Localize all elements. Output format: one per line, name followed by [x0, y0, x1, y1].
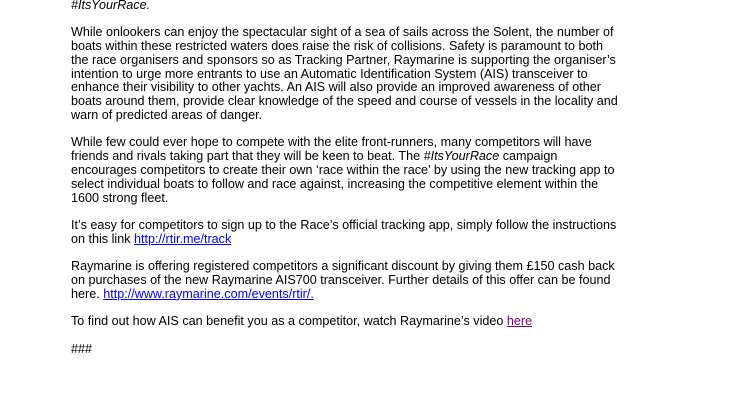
text-line: intention to urge more entrants to use an Automatic Identification System (AIS) transceiver to: [71, 66, 588, 81]
text-line: [71, 0, 703, 13]
text-line: [71, 288, 703, 302]
text-segment: To find out how AIS can benefit you as a competitor, watch Raymarine’s video: [71, 314, 507, 329]
text-line: boats within these restricted waters does raise the risk of collisions. Safety is paramount to both: [71, 38, 603, 53]
paragraph-tracking-app: [71, 219, 703, 247]
text-segment: here.: [71, 286, 104, 301]
paragraph-offer: [71, 260, 703, 301]
offer-details-link[interactable]: http://www.raymarine.com/events/rtir/.: [103, 286, 314, 301]
text-line: enhance their visibility to other yachts. An AIS will also provide an improved awareness of other: [71, 80, 601, 95]
text-line: Raymarine is offering registered competitors a significant discount by giving them £150 cash back: [71, 259, 615, 274]
text-line: boats around them, provide clear knowledge of the speed and course of vessels in the locality and: [71, 94, 618, 109]
paragraph-safety: [71, 26, 703, 123]
text-line: select individual boats to follow and race against, increasing the competitive element within the: [71, 176, 599, 191]
text-line: While onlookers can enjoy the spectacular sight of a sea of sails across the Solent, the number of: [71, 25, 614, 40]
text-line: While few could ever hope to compete with the elite front-runners, many competitors will have: [71, 135, 592, 150]
text-line: encourages competitors to create their own ‘race within the race’ by using the new tracking app to: [71, 162, 615, 177]
text-segment: on this link: [71, 231, 134, 246]
text-segment: campaign: [499, 149, 558, 164]
text-line: on purchases of the new Raymarine AIS700 transceiver. Further details of this offer can be found: [71, 272, 611, 287]
text-line: It’s easy for competitors to sign up to the Race’s official tracking app, simply follow the instructions: [71, 217, 617, 232]
hashtag-text: #ItsYourRace.: [71, 0, 151, 12]
text-line: [71, 233, 703, 247]
text-line: 1600 strong fleet.: [71, 190, 169, 205]
end-marker: ###: [71, 341, 93, 356]
paragraph-competition: [71, 136, 703, 205]
tracking-app-link[interactable]: http://rtir.me/track: [134, 231, 232, 246]
document-body: [71, 0, 703, 370]
text-line: [71, 150, 703, 164]
text-segment: friends and rivals taking part that they will be keen to beat. The: [71, 149, 424, 164]
text-line: [71, 315, 703, 329]
hashtag-text: #ItsYourRace: [423, 149, 500, 164]
paragraph-video: [71, 315, 703, 329]
paragraph-campaign-intro: [71, 0, 703, 13]
paragraph-end-marker: [71, 343, 703, 357]
text-line: warn of predicted areas of danger.: [71, 107, 263, 122]
video-here-link[interactable]: here: [506, 314, 533, 329]
text-line: the race organisers and sponsors so as Tracking Partner, Raymarine is supporting the organiser’s: [71, 52, 616, 67]
